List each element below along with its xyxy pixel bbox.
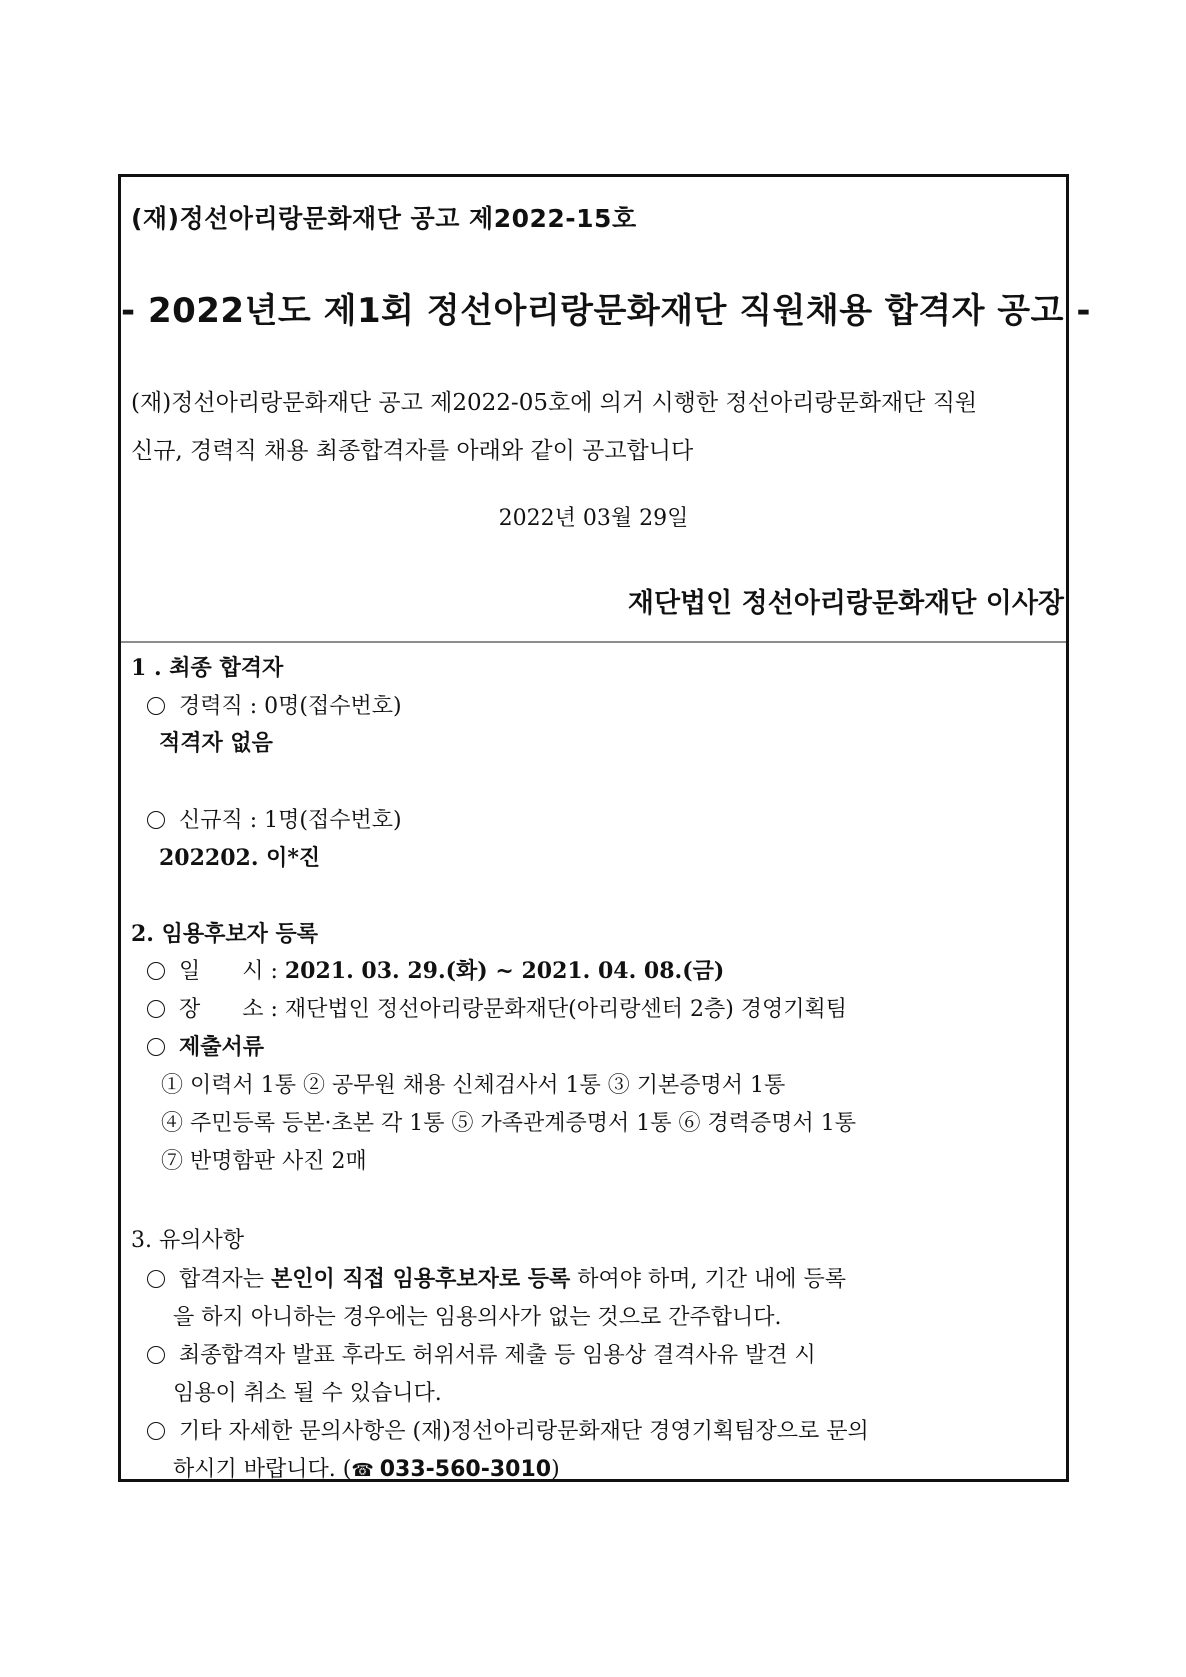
circle-bullet-icon	[147, 1038, 165, 1056]
docs-line-3: ⑦ 반명함판 사진 2매	[161, 1149, 367, 1174]
note1-post: 하여야 하며, 기간 내에 등록	[570, 1267, 847, 1292]
phone-number: 033-560-3010	[379, 1457, 552, 1482]
circle-bullet-icon	[147, 1346, 165, 1364]
section2-heading: 2. 임용후보자 등록	[131, 921, 319, 947]
signer: 재단법인 정선아리랑문화재단 이사장	[627, 588, 1064, 619]
intro-paragraph	[131, 379, 977, 475]
new-result: 202202. 이*진	[159, 845, 321, 871]
circle-bullet-icon	[147, 697, 165, 715]
docs-line-1: ① 이력서 1통 ② 공무원 채용 신체검사서 1통 ③ 기본증명서 1통	[161, 1073, 786, 1098]
note1-line-1	[147, 1262, 846, 1293]
note1-line-2: 을 하지 아니하는 경우에는 임용의사가 없는 것으로 간주합니다.	[173, 1305, 782, 1330]
note3-pre: 하시기 바랍니다. (	[173, 1457, 352, 1482]
phone-icon: ☎	[351, 1460, 374, 1481]
note1-bold: 본인이 직접 임용후보자로 등록	[271, 1266, 571, 1292]
career-result: 적격자 없음	[159, 730, 273, 756]
new-label: 신규직 : 1명(접수번호)	[179, 808, 402, 833]
circle-bullet-icon	[147, 811, 165, 829]
circle-bullet-icon	[147, 1000, 165, 1018]
notice-frame	[118, 174, 1091, 1482]
notice-number: (재)정선아리랑문화재단 공고 제2022-15호	[131, 204, 637, 233]
note1-pre: 합격자는	[179, 1267, 272, 1292]
new-item	[147, 803, 402, 834]
page-title: - 2022년도 제1회 정선아리랑문화재단 직원채용 합격자 공고 -	[121, 291, 1091, 331]
circle-bullet-icon	[147, 1270, 165, 1288]
place-text: 장 소 : 재단법인 정선아리랑문화재단(아리랑센터 2층) 경영기획팀	[179, 997, 848, 1022]
docs-line-2: ④ 주민등록 등본·초본 각 1통 ⑤ 가족관계증명서 1통 ⑥ 경력증명서 1통	[161, 1111, 856, 1136]
note3-line-2	[173, 1452, 560, 1483]
divider	[121, 641, 1066, 643]
note3-line-1	[147, 1414, 869, 1445]
circle-bullet-icon	[147, 1422, 165, 1440]
intro-line-2: 신규, 경력직 채용 최종합격자를 아래와 같이 공고합니다	[131, 438, 694, 464]
intro-line-1: (재)정선아리랑문화재단 공고 제2022-05호에 의거 시행한 정선아리랑문화재단 직원	[131, 390, 978, 416]
career-item	[147, 689, 402, 720]
note3-post: )	[551, 1457, 560, 1482]
circle-bullet-icon	[147, 962, 165, 980]
section1-heading: 1 . 최종 합격자	[131, 655, 284, 681]
registration-date	[147, 954, 724, 985]
note2-line-2: 임용이 취소 될 수 있습니다.	[173, 1381, 442, 1406]
date-label: 일 시 :	[179, 959, 285, 984]
note2-text: 최종합격자 발표 후라도 허위서류 제출 등 임용상 결격사유 발견 시	[179, 1343, 816, 1368]
note2-line-1	[147, 1338, 816, 1369]
documents-heading	[147, 1030, 264, 1061]
registration-place	[147, 992, 847, 1023]
career-label: 경력직 : 0명(접수번호)	[179, 694, 402, 719]
date-value: 2021. 03. 29.(화) ~ 2021. 04. 08.(금)	[284, 958, 725, 984]
section3-heading: 3. 유의사항	[131, 1228, 244, 1253]
notice-date: 2022년 03월 29일	[498, 506, 689, 531]
docs-label: 제출서류	[179, 1034, 265, 1060]
note3-text: 기타 자세한 문의사항은 (재)정선아리랑문화재단 경영기획팀장으로 문의	[179, 1419, 869, 1444]
